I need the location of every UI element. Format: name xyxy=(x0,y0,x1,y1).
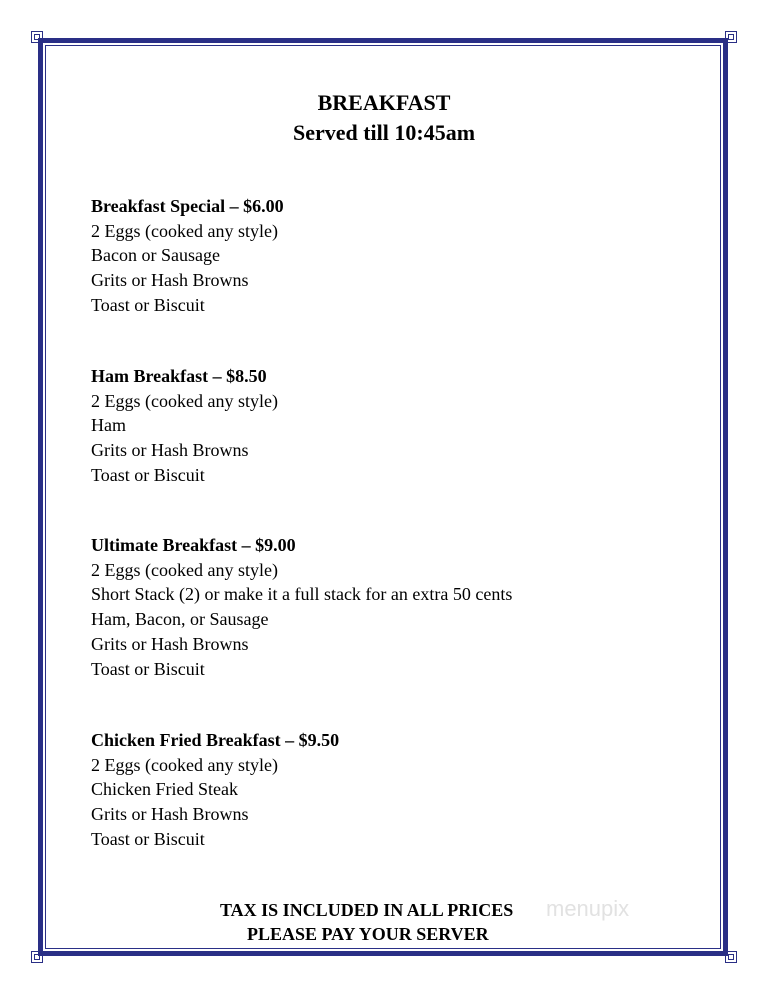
menu-section-chicken-fried-breakfast xyxy=(91,728,691,852)
watermark-logo: menupix xyxy=(546,896,630,921)
menu-item-line: Grits or Hash Browns xyxy=(91,270,249,291)
section-heading: Ham Breakfast – $8.50 xyxy=(91,366,267,386)
menu-item-line: 2 Eggs (cooked any style) xyxy=(91,559,278,580)
menu-subtitle: Served till 10:45am xyxy=(292,120,476,145)
menu-item-line: Ham, Bacon, or Sausage xyxy=(91,609,269,630)
corner-ornament-icon xyxy=(725,31,737,43)
menu-item-line: Grits or Hash Browns xyxy=(91,440,249,461)
menu-title: BREAKFAST xyxy=(317,90,451,115)
section-heading: Breakfast Special – $6.00 xyxy=(91,196,284,216)
menu-item-line: 2 Eggs (cooked any style) xyxy=(91,220,278,241)
menu-item-line: 2 Eggs (cooked any style) xyxy=(91,754,278,775)
footer-pay-note: PLEASE PAY YOUR SERVER xyxy=(247,924,489,944)
menu-item-line: Toast or Biscuit xyxy=(91,464,205,485)
menu-item-line: Bacon or Sausage xyxy=(91,245,220,266)
menu-item-line: Toast or Biscuit xyxy=(91,294,205,315)
footer-tax-note: TAX IS INCLUDED IN ALL PRICES xyxy=(220,900,514,920)
menu-section-breakfast-special xyxy=(91,194,691,318)
corner-ornament-icon xyxy=(725,951,737,963)
menu-section-ham-breakfast xyxy=(91,364,691,488)
menu-item-line: Grits or Hash Browns xyxy=(91,804,249,825)
menu-item-line: Chicken Fried Steak xyxy=(91,779,238,800)
section-heading: Chicken Fried Breakfast – $9.50 xyxy=(91,730,340,750)
menu-item-line: 2 Eggs (cooked any style) xyxy=(91,390,278,411)
corner-ornament-icon xyxy=(31,31,43,43)
menu-item-line: Toast or Biscuit xyxy=(91,658,205,679)
menu-item-line: Toast or Biscuit xyxy=(91,828,205,849)
menu-item-line: Grits or Hash Browns xyxy=(91,633,249,654)
menu-item-line: Short Stack (2) or make it a full stack for an extra 50 cents xyxy=(91,584,513,605)
section-heading: Ultimate Breakfast – $9.00 xyxy=(91,535,296,555)
menu-section-ultimate-breakfast xyxy=(91,533,691,681)
menu-item-line: Ham xyxy=(91,415,126,436)
corner-ornament-icon xyxy=(31,951,43,963)
